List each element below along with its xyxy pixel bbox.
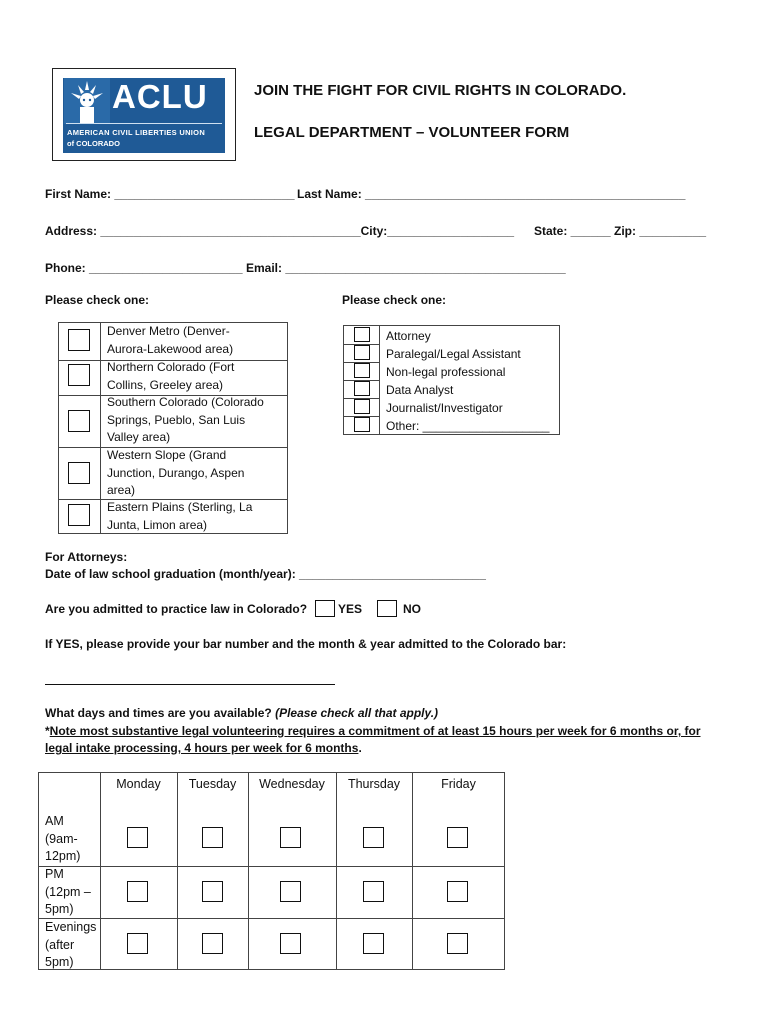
region-label-line: Valley area) [107, 430, 171, 444]
schedule-table [38, 772, 505, 970]
region-heading: Please check one: [45, 293, 150, 307]
region-label-line: Junction, Durango, Aspen [107, 465, 245, 480]
admitted-no-checkbox[interactable] [377, 600, 397, 617]
period-label-line: PM [45, 867, 64, 881]
period-evenings [45, 919, 96, 972]
region-label-line: area) [107, 483, 136, 497]
period-pm [45, 866, 91, 919]
region-label-line: Springs, Pueblo, San Luis [107, 412, 246, 427]
schedule-column-border [177, 772, 178, 970]
region-label-line: Northern Colorado (Fort [107, 360, 235, 374]
bar-number-input-line[interactable] [45, 684, 335, 685]
schedule-column-border [336, 772, 337, 970]
checkbox-thursday-am[interactable] [363, 827, 384, 848]
checkbox-friday-am[interactable] [447, 827, 468, 848]
role-label-paralegal: Paralegal/Legal Assistant [386, 347, 521, 361]
region-checkbox-eastern[interactable] [68, 504, 90, 526]
region-checkbox-western[interactable] [68, 462, 90, 484]
region-label-line: Eastern Plains (Sterling, La [107, 500, 253, 514]
admitted-question: Are you admitted to practice law in Colorado? [45, 602, 308, 616]
region-label-southern [107, 394, 264, 447]
phone-field[interactable]: Phone: _______________________ [45, 261, 243, 275]
availability-note [45, 724, 735, 738]
checkbox-monday-pm[interactable] [127, 881, 148, 902]
page-title: JOIN THE FIGHT FOR CIVIL RIGHTS IN COLORADO. [254, 82, 627, 99]
day-wednesday: Wednesday [259, 777, 325, 791]
checkbox-wednesday-evening[interactable] [280, 933, 301, 954]
checkbox-monday-am[interactable] [127, 827, 148, 848]
schedule-column-border [248, 772, 249, 970]
statue-of-liberty-icon [64, 78, 110, 124]
checkbox-thursday-pm[interactable] [363, 881, 384, 902]
region-checkbox-southern[interactable] [68, 410, 90, 432]
form-title: LEGAL DEPARTMENT – VOLUNTEER FORM [254, 124, 570, 141]
period-label-line: (after [45, 937, 75, 952]
note-asterisk: * [45, 724, 50, 738]
period-am [45, 813, 80, 866]
availability-question-text: What days and times are you available? [45, 706, 272, 720]
period-label-line: AM [45, 814, 64, 828]
region-label-line: Southern Colorado (Colorado [107, 395, 264, 409]
availability-question-note: (Please check all that apply.) [275, 706, 439, 720]
schedule-column-border [412, 772, 413, 970]
availability-question [45, 706, 438, 720]
role-checkbox-paralegal[interactable] [354, 345, 370, 360]
role-table-divider [379, 325, 380, 435]
period-label-line: Evenings [45, 920, 97, 934]
logo-subtitle: AMERICAN CIVIL LIBERTIES UNION [67, 128, 206, 137]
region-label-eastern [107, 499, 252, 534]
checkbox-friday-pm[interactable] [447, 881, 468, 902]
checkbox-tuesday-evening[interactable] [202, 933, 223, 954]
role-checkbox-other[interactable] [354, 417, 370, 432]
day-tuesday: Tuesday [188, 777, 237, 791]
period-label-line: 5pm) [45, 902, 74, 916]
state-field[interactable]: State: ______ [534, 224, 611, 238]
role-checkbox-nonlegal[interactable] [354, 363, 370, 378]
checkbox-wednesday-am[interactable] [280, 827, 301, 848]
admitted-no-label: NO [403, 602, 421, 616]
period-label-line: (12pm – [45, 884, 91, 899]
day-friday: Friday [441, 777, 476, 791]
role-label-nonlegal: Non-legal professional [386, 365, 506, 379]
graduation-date-field[interactable]: Date of law school graduation (month/year): ____________________________ [45, 567, 486, 581]
last-name-field[interactable]: Last Name: ________________________________________________ [297, 187, 686, 201]
role-labels [386, 327, 549, 435]
address-city-field[interactable]: Address: _______________________________________City:___________________ [45, 224, 515, 238]
logo-word: ACLU [112, 78, 208, 115]
admitted-yes-checkbox[interactable] [315, 600, 335, 617]
region-label-western [107, 447, 244, 500]
day-thursday: Thursday [347, 777, 401, 791]
role-heading: Please check one: [342, 293, 447, 307]
role-label-data-analyst: Data Analyst [386, 383, 454, 397]
region-label-line: Collins, Greeley area) [107, 377, 224, 392]
note-line-2: legal intake processing, 4 hours per week for 6 months [45, 741, 359, 755]
schedule-row-border [38, 866, 505, 867]
region-checkbox-northern[interactable] [68, 364, 90, 386]
admitted-yes-label: YES [338, 602, 363, 616]
region-label-denver [107, 323, 233, 358]
region-label-line: Junta, Limon area) [107, 517, 208, 532]
zip-field[interactable]: Zip: __________ [614, 224, 707, 238]
schedule-column-border [100, 772, 101, 970]
region-label-line: Aurora-Lakewood area) [107, 341, 234, 356]
checkbox-tuesday-pm[interactable] [202, 881, 223, 902]
note-line-1: Note most substantive legal volunteering requires a commitment of at least 15 hours per week for 6 months or, for [49, 724, 701, 738]
email-field[interactable]: Email: __________________________________________ [246, 261, 566, 275]
role-checkbox-journalist[interactable] [354, 399, 370, 414]
role-checkbox-data-analyst[interactable] [354, 381, 370, 396]
day-monday: Monday [116, 777, 161, 791]
region-label-northern [107, 359, 234, 394]
role-label-attorney: Attorney [386, 329, 431, 343]
period-label-line: 12pm) [45, 849, 81, 863]
role-label-other[interactable]: Other: ___________________ [386, 419, 550, 433]
checkbox-friday-evening[interactable] [447, 933, 468, 954]
attorneys-heading: For Attorneys: [45, 550, 128, 564]
checkbox-tuesday-am[interactable] [202, 827, 223, 848]
checkbox-monday-evening[interactable] [127, 933, 148, 954]
schedule-row-border [38, 918, 505, 919]
logo-divider [66, 123, 222, 124]
region-table-divider [100, 322, 101, 534]
note-period: . [358, 741, 362, 755]
checkbox-wednesday-pm[interactable] [280, 881, 301, 902]
checkbox-thursday-evening[interactable] [363, 933, 384, 954]
region-checkbox-denver[interactable] [68, 329, 90, 351]
period-label-line: 5pm) [45, 955, 74, 969]
first-name-field[interactable]: First Name: ___________________________ [45, 187, 295, 201]
period-label-line: (9am- [45, 831, 78, 846]
logo-subtitle-state: of COLORADO [67, 139, 120, 148]
role-label-journalist: Journalist/Investigator [386, 401, 503, 415]
role-checkbox-attorney[interactable] [354, 327, 370, 342]
availability-note-line-2 [45, 741, 362, 755]
bar-number-question: If YES, please provide your bar number and the month & year admitted to the Colorado bar: [45, 637, 567, 651]
region-label-line: Denver Metro (Denver- [107, 324, 230, 338]
region-label-line: Western Slope (Grand [107, 448, 227, 462]
